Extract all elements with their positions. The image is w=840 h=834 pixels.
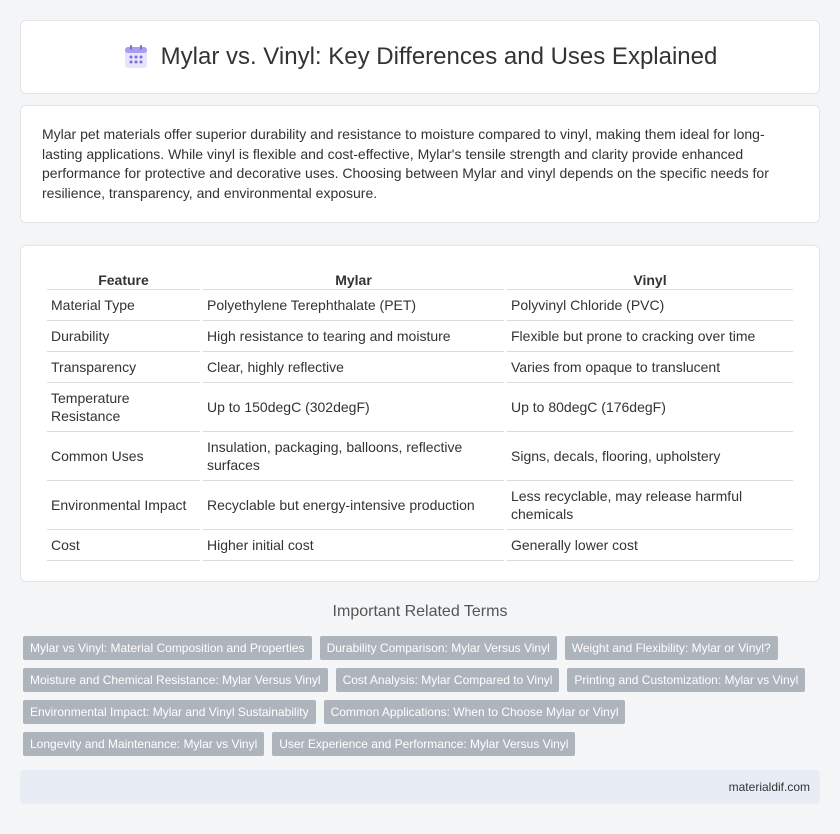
intro-card bbox=[20, 105, 820, 223]
table-cell: Transparency bbox=[47, 352, 200, 383]
table-cell: High resistance to tearing and moisture bbox=[203, 321, 504, 352]
table-cell: Flexible but prone to cracking over time bbox=[507, 321, 793, 352]
related-term-tag[interactable]: Weight and Flexibility: Mylar or Vinyl? bbox=[565, 636, 778, 660]
table-row bbox=[47, 383, 793, 432]
table-cell: Polyethylene Terephthalate (PET) bbox=[203, 290, 504, 321]
header-card bbox=[20, 20, 820, 94]
table-row bbox=[47, 290, 793, 321]
comparison-table bbox=[44, 266, 796, 561]
table-row bbox=[47, 481, 793, 530]
table-cell: Common Uses bbox=[47, 432, 200, 481]
table-cell: Cost bbox=[47, 530, 200, 561]
related-terms-list bbox=[23, 636, 823, 764]
table-row bbox=[47, 321, 793, 352]
related-term-tag[interactable]: Durability Comparison: Mylar Versus Vinyl bbox=[320, 636, 557, 660]
related-term-tag[interactable]: Printing and Customization: Mylar vs Vinyl bbox=[567, 668, 805, 692]
table-row bbox=[47, 352, 793, 383]
table-cell: Up to 80degC (176degF) bbox=[507, 383, 793, 432]
table-cell: Signs, decals, flooring, upholstery bbox=[507, 432, 793, 481]
column-header-vinyl: Vinyl bbox=[507, 266, 793, 290]
table-cell: Higher initial cost bbox=[203, 530, 504, 561]
column-header-feature: Feature bbox=[47, 266, 200, 290]
table-cell: Clear, highly reflective bbox=[203, 352, 504, 383]
table-cell: Less recyclable, may release harmful chemicals bbox=[507, 481, 793, 530]
table-cell: Durability bbox=[47, 321, 200, 352]
table-cell: Temperature Resistance bbox=[47, 383, 200, 432]
related-term-tag[interactable]: Longevity and Maintenance: Mylar vs Vinyl bbox=[23, 732, 264, 756]
related-term-tag[interactable]: User Experience and Performance: Mylar Versus Vinyl bbox=[272, 732, 575, 756]
table-row bbox=[47, 530, 793, 561]
table-cell: Generally lower cost bbox=[507, 530, 793, 561]
intro-paragraph: Mylar pet materials offer superior durability and resistance to moisture compared to vinyl, making them ideal for long-lasting applications. While vinyl is flexible and cost-effective, Mylar's tensile strength and clarity provide enhanced performance for protective and decorative uses. Choosing between Mylar and vinyl depends on the specific needs for resilience, transparency, and environmental exposure. bbox=[42, 126, 769, 201]
table-cell: Environmental Impact bbox=[47, 481, 200, 530]
table-cell: Up to 150degC (302degF) bbox=[203, 383, 504, 432]
table-cell: Polyvinyl Chloride (PVC) bbox=[507, 290, 793, 321]
related-term-tag[interactable]: Moisture and Chemical Resistance: Mylar Versus Vinyl bbox=[23, 668, 328, 692]
footer-site-link[interactable]: materialdif.com bbox=[728, 780, 810, 794]
page-title: Mylar vs. Vinyl: Key Differences and Uses Explained bbox=[160, 43, 718, 70]
related-term-tag[interactable]: Common Applications: When to Choose Mylar or Vinyl bbox=[324, 700, 626, 724]
column-header-mylar: Mylar bbox=[203, 266, 504, 290]
related-term-tag[interactable]: Mylar vs Vinyl: Material Composition and Properties bbox=[23, 636, 312, 660]
table-row bbox=[47, 432, 793, 481]
table-cell: Insulation, packaging, balloons, reflective surfaces bbox=[203, 432, 504, 481]
comparison-table-card bbox=[20, 245, 820, 582]
related-term-tag[interactable]: Environmental Impact: Mylar and Vinyl Sustainability bbox=[23, 700, 316, 724]
table-cell: Varies from opaque to translucent bbox=[507, 352, 793, 383]
related-terms-title: Important Related Terms bbox=[332, 603, 508, 620]
table-cell: Material Type bbox=[47, 290, 200, 321]
related-term-tag[interactable]: Cost Analysis: Mylar Compared to Vinyl bbox=[336, 668, 560, 692]
footer bbox=[20, 770, 820, 804]
table-cell: Recyclable but energy-intensive production bbox=[203, 481, 504, 530]
calendar-grid-icon bbox=[123, 44, 149, 70]
table-header-row bbox=[47, 266, 793, 290]
